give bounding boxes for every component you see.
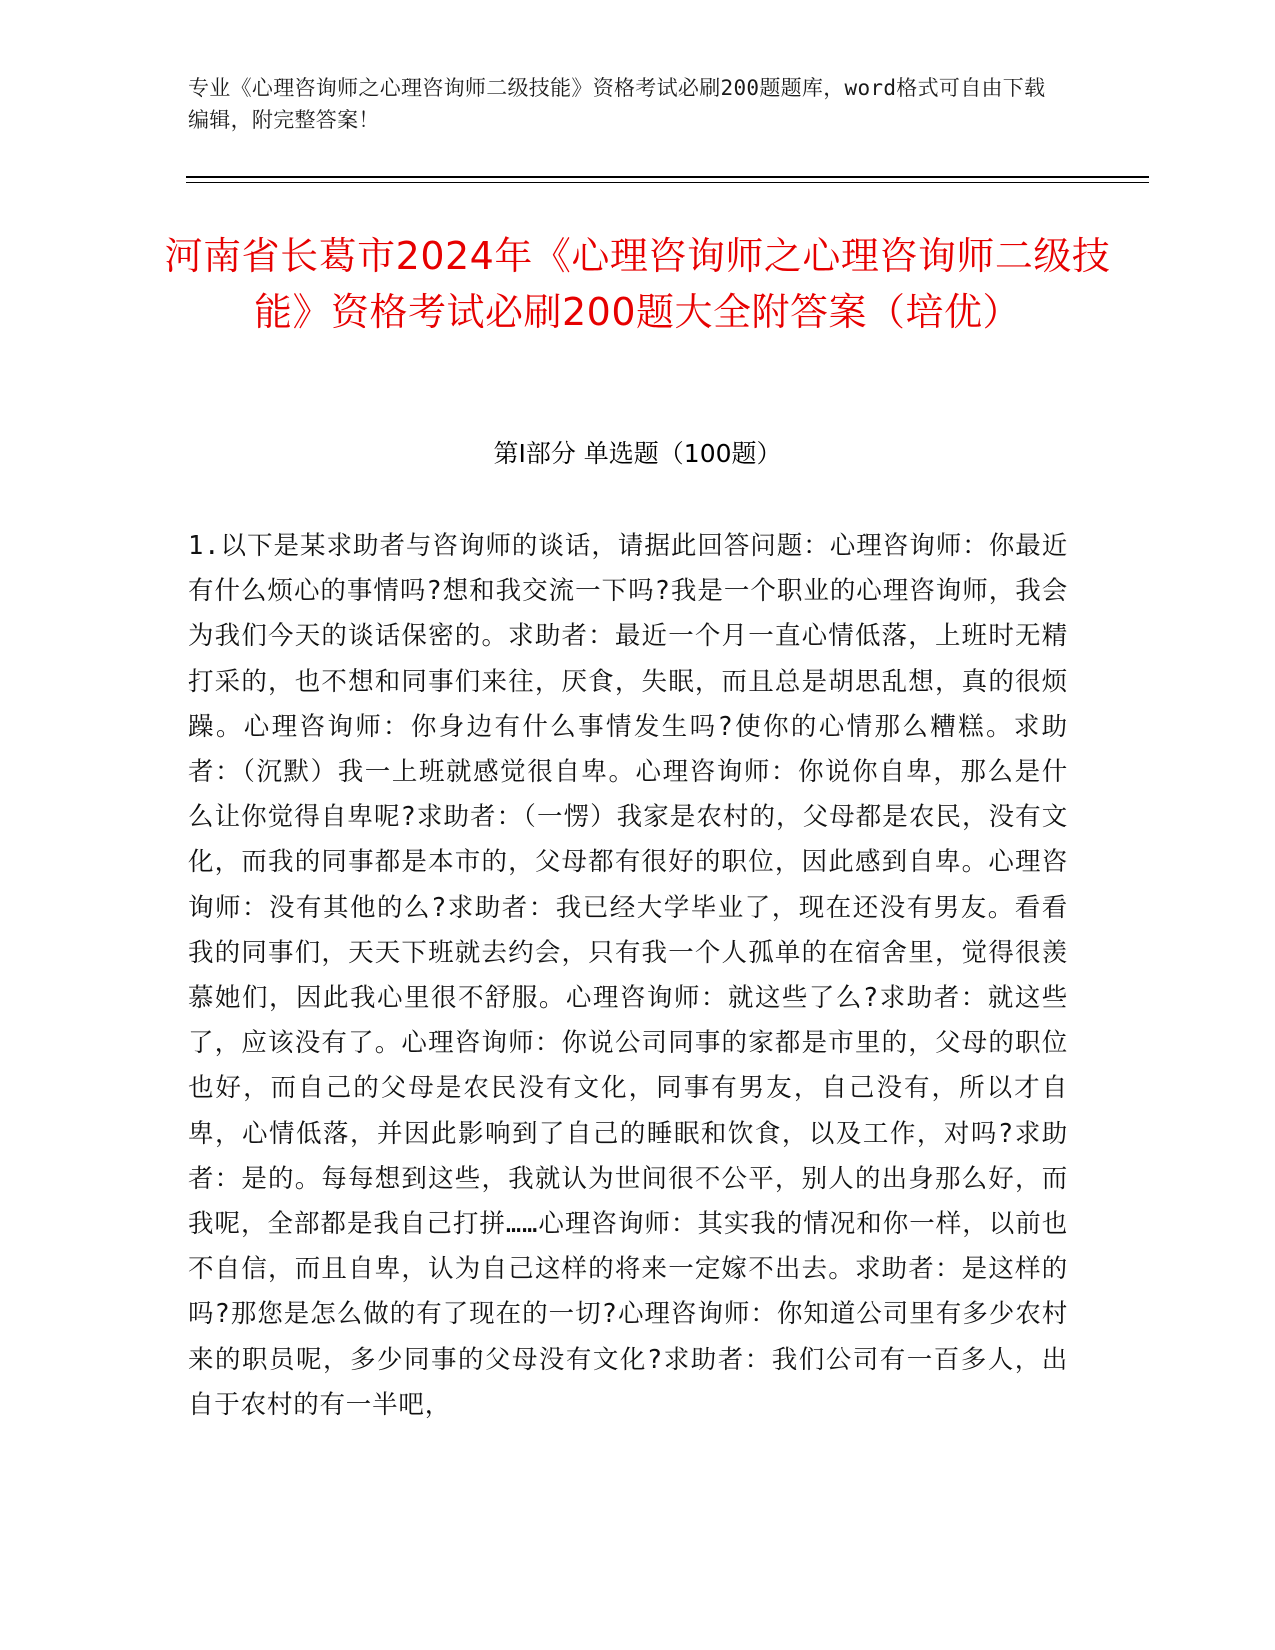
- question-text: 1.以下是某求助者与咨询师的谈话，请据此回答问题：心理咨询师：你最近有什么烦心的事情吗?想和我交流一下吗?我是一个职业的心理咨询师，我会为我们今天的谈话保密的。求助者：最近一个月一直心情低落，上班时无精打采的，也不想和同事们来往，厌食，失眠，而且总是胡思乱想，真的很烦躁。心理咨询师：你身边有什么事情发生吗?使你的心情那么糟糕。求助者：（沉默）我一上班就感觉很自卑。心理咨询师：你说你自卑，那么是什么让你觉得自卑呢?求助者：（一愣）我家是农村的，父母都是农民，没有文化，而我的同事都是本市的，父母都有很好的职位，因此感到自卑。心理咨询师：没有其他的么?求助者：我已经大学毕业了，现在还没有男友。看看我的同事们，天天下班就去约会，只有我一个人孤单的在宿舍里，觉得很羡慕她们，因此我心里很不舒服。心理咨询师：就这些了么?求助者：就这些了，应该没有了。心理咨询师：你说公司同事的家都是市里的，父母的职位也好，而自己的父母是农民没有文化，同事有男友，自己没有，所以才自卑，心情低落，并因此影响到了自己的睡眠和饮食，以及工作，对吗?求助者：是的。每每想到这些，我就认为世间很不公平，别人的出身那么好，而我呢，全部都是我自己打拼……心理咨询师：其实我的情况和你一样，以前也不自信，而且自卑，认为自己这样的将来一定嫁不出去。求助者：是这样的吗?那您是怎么做的有了现在的一切?心理咨询师：你知道公司里有多少农村来的职员呢，多少同事的父母没有文化?求助者：我们公司有一百多人，出自于农村的有一半吧，: [188, 531, 1068, 1420]
- header-divider-thick: [186, 176, 1149, 178]
- document-title: 河南省长葛市2024年《心理咨询师之心理咨询师二级技能》资格考试必刷200题大全附答案（培优）: [164, 234, 1111, 334]
- section-heading: 第Ⅰ部分 单选题（100题）: [493, 439, 782, 468]
- header-divider-thin: [186, 182, 1149, 183]
- header-note: 专业《心理咨询师之心理咨询师二级技能》资格考试必刷200题题库，word格式可自由下载编辑，附完整答案！: [188, 76, 1046, 132]
